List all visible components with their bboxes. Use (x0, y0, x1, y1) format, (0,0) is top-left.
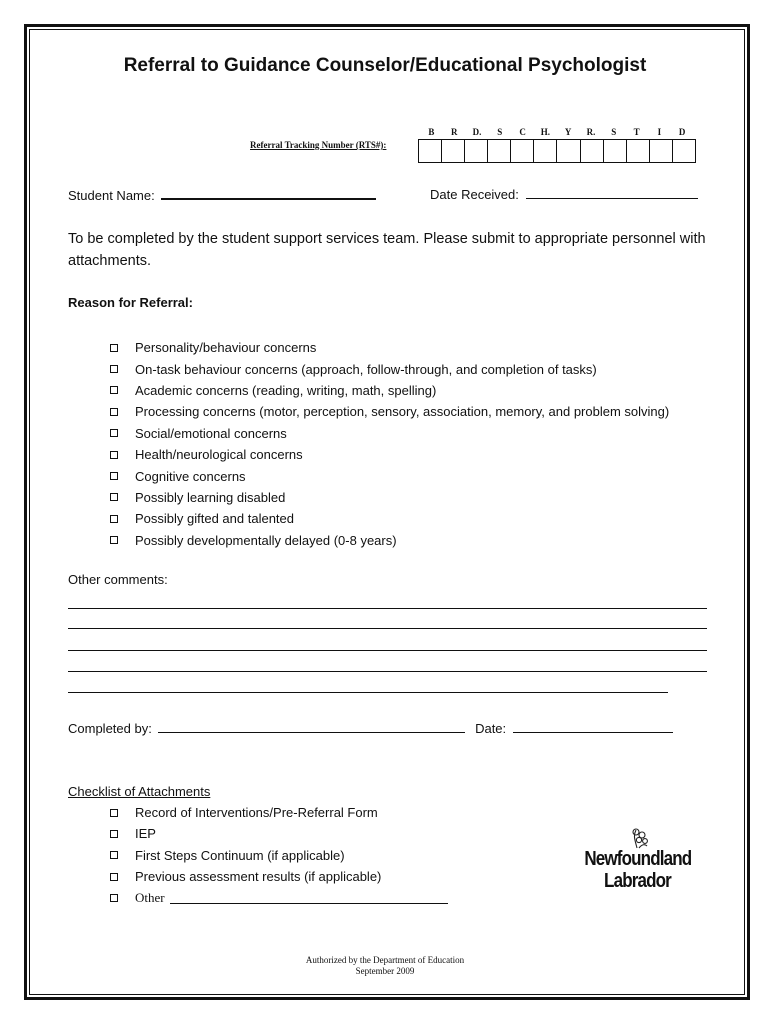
rts-letter: R. (586, 127, 596, 137)
checkbox[interactable] (110, 515, 118, 523)
list-item (110, 845, 448, 866)
rts-box[interactable] (557, 140, 580, 162)
attachments-checklist (110, 802, 448, 908)
reason-heading: Reason for Referral: (68, 295, 193, 310)
list-item (110, 358, 669, 379)
checkbox[interactable] (110, 408, 118, 416)
list-item (110, 337, 669, 358)
rts-letter: H. (540, 127, 551, 137)
list-item (110, 444, 669, 465)
comment-line[interactable] (68, 671, 707, 672)
date-received-field[interactable] (526, 186, 698, 199)
other-comments-label: Other comments: (68, 572, 168, 587)
checkbox[interactable] (110, 386, 118, 394)
reason-label: Health/neurological concerns (135, 447, 303, 463)
rts-letter: I (657, 127, 662, 137)
rts-box[interactable] (604, 140, 627, 162)
list-item (110, 465, 669, 486)
rts-letter: D. (472, 127, 482, 137)
rts-letter: S (611, 127, 617, 137)
rts-box[interactable] (534, 140, 557, 162)
checkbox[interactable] (110, 365, 118, 373)
reason-label: Social/emotional concerns (135, 425, 287, 441)
date-label: Date: (475, 721, 507, 736)
date-received-row (430, 186, 698, 202)
attachment-label: Previous assessment results (if applicable) (135, 869, 382, 885)
list-item (110, 380, 669, 401)
rts-input-boxes[interactable] (418, 139, 696, 163)
completed-by-field[interactable] (158, 720, 465, 733)
attachment-label: First Steps Continuum (if applicable) (135, 847, 345, 863)
list-item (110, 823, 448, 844)
list-item (110, 508, 669, 529)
rts-box[interactable] (627, 140, 650, 162)
checkbox[interactable] (110, 809, 118, 817)
reason-label: Possibly learning disabled (135, 489, 286, 505)
attachment-label: Record of Interventions/Pre-Referral Form (135, 805, 378, 821)
date-field[interactable] (513, 720, 673, 733)
reason-label: Cognitive concerns (135, 468, 246, 484)
checkbox[interactable] (110, 536, 118, 544)
rts-letter: Y (564, 127, 572, 137)
reason-label: Possibly developmentally delayed (0-8 years) (135, 532, 397, 548)
checkbox[interactable] (110, 873, 118, 881)
checkbox[interactable] (110, 830, 118, 838)
list-item (110, 887, 448, 908)
rts-letter: C (519, 127, 526, 137)
completed-by-label: Completed by: (68, 721, 152, 736)
logo-line-2: Labrador (604, 870, 671, 892)
rts-letter: S (497, 127, 503, 137)
comment-line[interactable] (68, 608, 707, 609)
rts-box[interactable] (650, 140, 673, 162)
list-item (110, 530, 669, 551)
reason-label: Academic concerns (reading, writing, math, spelling) (135, 382, 437, 398)
rts-letter: D (678, 127, 686, 137)
list-item (110, 401, 669, 422)
date-received-label: Date Received: (430, 187, 519, 202)
attachment-label: IEP (135, 826, 156, 842)
list-item (110, 802, 448, 823)
reason-label: On-task behaviour concerns (approach, follow-through, and completion of tasks) (135, 361, 597, 377)
checklist-heading: Checklist of Attachments (68, 784, 211, 799)
rts-letter: R (450, 127, 458, 137)
attachment-label: Other (135, 889, 165, 905)
checkbox[interactable] (110, 894, 118, 902)
checkbox[interactable] (110, 344, 118, 352)
student-name-field[interactable] (161, 186, 376, 200)
checkbox[interactable] (110, 493, 118, 501)
checkbox[interactable] (110, 429, 118, 437)
list-item (110, 487, 669, 508)
intro-text: To be completed by the student support services team. Please submit to appropriate personnel with attachments. (68, 231, 706, 269)
completed-by-row (68, 720, 673, 736)
reason-list (110, 337, 669, 551)
rts-label: Referral Tracking Number (RTS#): (250, 140, 387, 150)
rts-box[interactable] (488, 140, 511, 162)
footer-date: September 2009 (355, 966, 415, 976)
form-title: Referral to Guidance Counselor/Educational Psychologist (123, 55, 647, 76)
rts-box[interactable] (581, 140, 604, 162)
other-attachment-field[interactable] (170, 891, 448, 904)
footer-authorized: Authorized by the Department of Education (305, 955, 465, 965)
rts-letters (420, 127, 694, 137)
rts-letter: T (633, 127, 640, 137)
rts-box[interactable] (511, 140, 534, 162)
checkbox[interactable] (110, 851, 118, 859)
student-name-label: Student Name: (68, 188, 155, 203)
rts-box[interactable] (673, 140, 695, 162)
nl-logo (575, 826, 700, 896)
comment-line[interactable] (68, 692, 668, 693)
rts-letter: B (428, 127, 435, 137)
list-item (110, 866, 448, 887)
checkbox[interactable] (110, 472, 118, 480)
reason-label: Personality/behaviour concerns (135, 340, 317, 356)
reason-label: Processing concerns (motor, perception, sensory, association, memory, and problem solving) (135, 404, 670, 420)
rts-box[interactable] (465, 140, 488, 162)
logo-line-1: Newfoundland (584, 848, 692, 870)
comment-line[interactable] (68, 650, 707, 651)
comment-line[interactable] (68, 628, 707, 629)
reason-label: Possibly gifted and talented (135, 511, 294, 527)
list-item (110, 423, 669, 444)
rts-box[interactable] (419, 140, 442, 162)
checkbox[interactable] (110, 451, 118, 459)
student-name-row (68, 186, 376, 203)
rts-box[interactable] (442, 140, 465, 162)
